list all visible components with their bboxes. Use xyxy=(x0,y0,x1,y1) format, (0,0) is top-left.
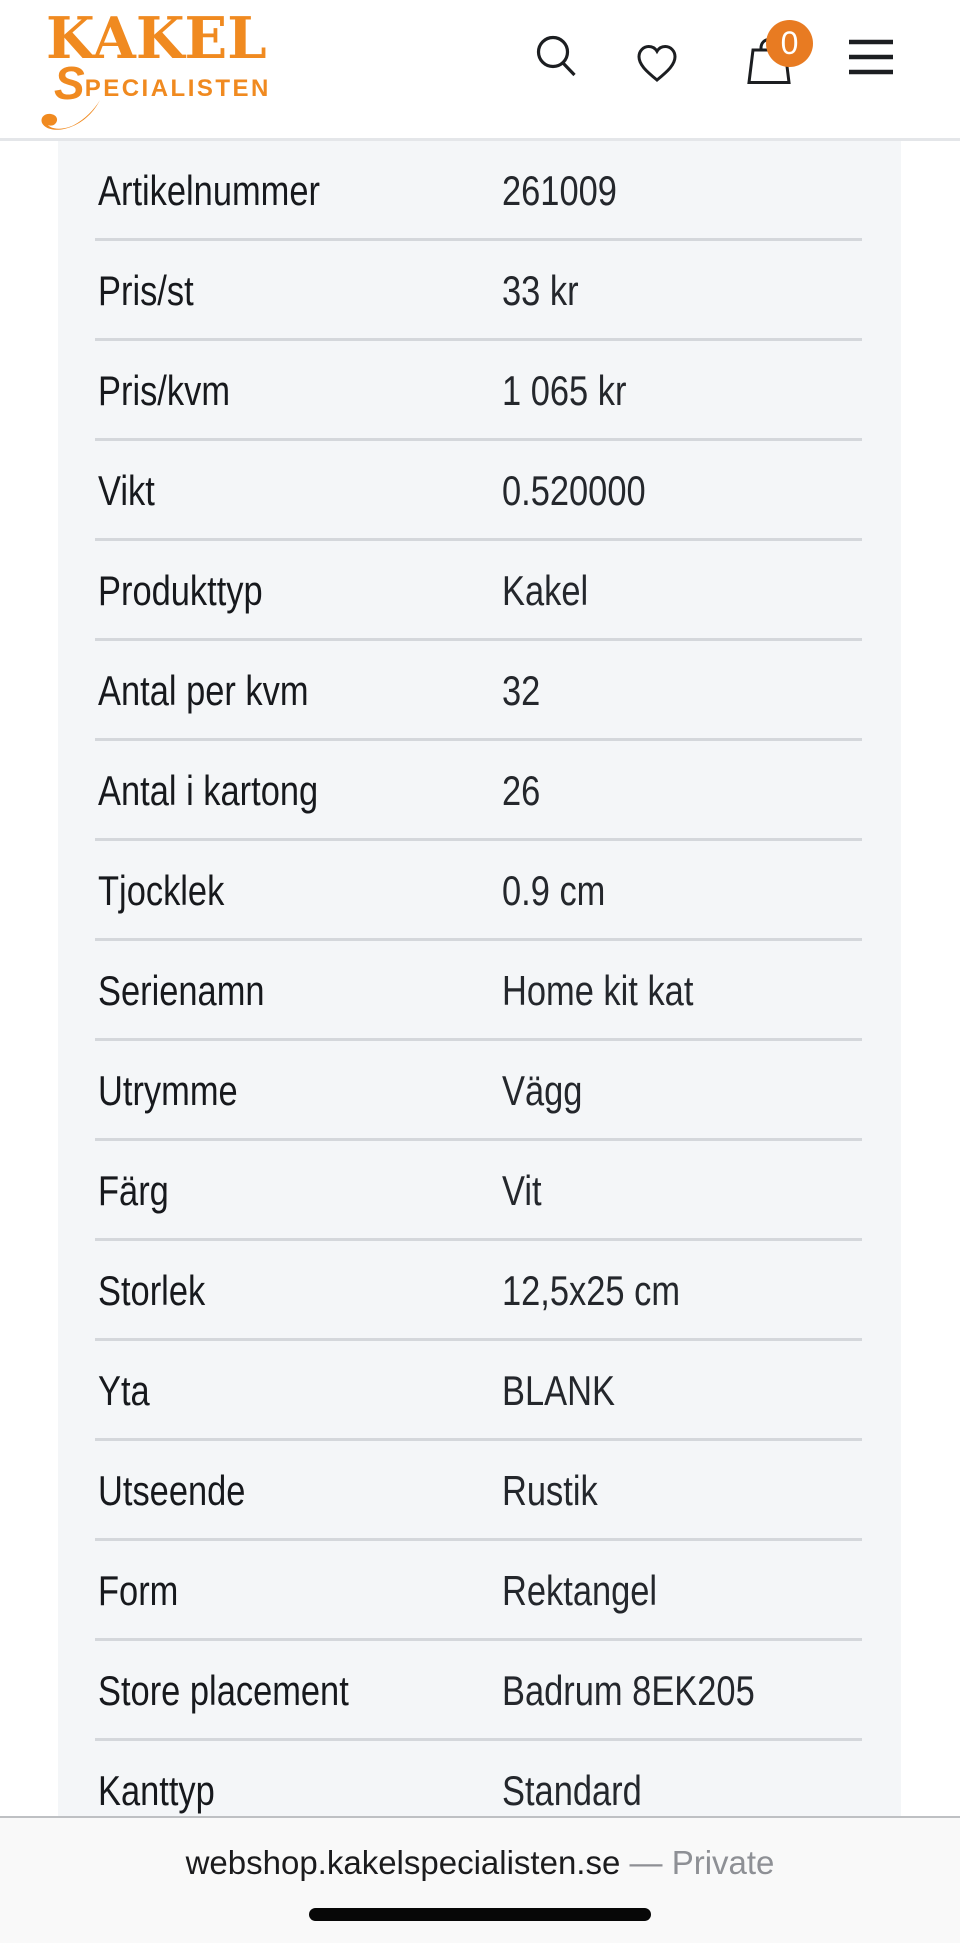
spec-label xyxy=(98,267,502,315)
spec-value-text: 261009 xyxy=(502,166,617,214)
spec-value xyxy=(502,567,862,615)
spec-row xyxy=(58,341,901,441)
spec-value-text: 32 xyxy=(502,666,541,714)
spec-label-text: Antal per kvm xyxy=(98,666,309,714)
spec-row xyxy=(58,1241,901,1341)
spec-row xyxy=(58,441,901,541)
home-indicator[interactable] xyxy=(309,1908,651,1921)
spec-row xyxy=(58,941,901,1041)
menu-button[interactable] xyxy=(847,38,895,78)
spec-value-text: Vägg xyxy=(502,1066,583,1114)
spec-label xyxy=(98,467,502,515)
spec-label xyxy=(98,1467,502,1515)
url-text: webshop.kakelspecialisten.se xyxy=(185,1844,621,1881)
spec-label-text: Produkttyp xyxy=(98,566,263,614)
spec-row xyxy=(58,1641,901,1741)
spec-row xyxy=(58,541,901,641)
browser-bottom-bar xyxy=(0,1816,960,1943)
spec-label-text: Utseende xyxy=(98,1466,246,1514)
spec-value xyxy=(502,1467,862,1515)
spec-row xyxy=(58,1141,901,1241)
spec-row xyxy=(58,641,901,741)
spec-label-text: Form xyxy=(98,1566,179,1614)
site-header xyxy=(0,0,960,141)
spec-label xyxy=(98,1567,502,1615)
spec-row xyxy=(58,241,901,341)
logo-initial-s: S xyxy=(54,57,85,109)
spec-value xyxy=(502,167,862,215)
kakelspecialisten-logo[interactable] xyxy=(46,4,271,109)
spec-value-text: Rustik xyxy=(502,1466,598,1514)
address-bar[interactable] xyxy=(0,1844,960,1882)
heart-icon xyxy=(633,40,681,84)
spec-label xyxy=(98,1067,502,1115)
spec-label-text: Serienamn xyxy=(98,966,265,1014)
spec-label xyxy=(98,167,502,215)
spec-value xyxy=(502,1567,862,1615)
logo-word-specialisten: PECIALISTEN xyxy=(84,74,271,102)
spec-label xyxy=(98,367,502,415)
spec-value-text: 12,5x25 cm xyxy=(502,1266,681,1314)
spec-label-text: Kanttyp xyxy=(98,1766,215,1814)
spec-label xyxy=(98,1667,502,1715)
spec-value xyxy=(502,867,862,915)
product-spec-panel xyxy=(58,141,901,1943)
spec-label-text: Pris/kvm xyxy=(98,366,231,414)
spec-value xyxy=(502,1267,862,1315)
spec-value-text: Home kit kat xyxy=(502,966,694,1014)
spec-value xyxy=(502,967,862,1015)
spec-value-text: BLANK xyxy=(502,1366,615,1414)
spec-value xyxy=(502,1367,862,1415)
spec-label xyxy=(98,1367,502,1415)
spec-value-text: Badrum 8EK205 xyxy=(502,1666,755,1714)
wishlist-button[interactable] xyxy=(633,40,681,84)
spec-value-text: 33 kr xyxy=(502,266,579,314)
spec-value xyxy=(502,267,862,315)
cart-count-badge[interactable]: 0 xyxy=(766,20,813,67)
spec-label-text: Utrymme xyxy=(98,1066,238,1114)
spec-value xyxy=(502,1067,862,1115)
hamburger-menu-icon xyxy=(847,38,895,78)
spec-label-text: Färg xyxy=(98,1166,169,1214)
spec-row xyxy=(58,141,901,241)
search-button[interactable] xyxy=(533,34,581,82)
spec-row xyxy=(58,841,901,941)
logo-word-kakel: KAKEL xyxy=(46,4,267,73)
spec-row xyxy=(58,1541,901,1641)
spec-label xyxy=(98,767,502,815)
spec-label xyxy=(98,567,502,615)
spec-value-text: 26 xyxy=(502,766,541,814)
spec-label-text: Tjocklek xyxy=(98,866,225,914)
spec-label-text: Artikelnummer xyxy=(98,166,321,214)
spec-value-text: Rektangel xyxy=(502,1566,658,1614)
spec-row xyxy=(58,1041,901,1141)
spec-label xyxy=(98,1767,502,1815)
spec-label-text: Vikt xyxy=(98,466,155,514)
spec-label xyxy=(98,1267,502,1315)
search-icon xyxy=(533,34,581,82)
spec-value-text: Standard xyxy=(502,1766,642,1814)
logo-swoosh-icon xyxy=(40,100,104,140)
spec-label xyxy=(98,967,502,1015)
spec-value xyxy=(502,1667,862,1715)
spec-label xyxy=(98,667,502,715)
privacy-label: — Private xyxy=(629,1844,775,1881)
spec-value xyxy=(502,467,862,515)
spec-value xyxy=(502,367,862,415)
spec-value-text: 0.9 cm xyxy=(502,866,606,914)
spec-value xyxy=(502,1767,862,1815)
spec-value-text: Vit xyxy=(502,1166,542,1214)
spec-value xyxy=(502,1167,862,1215)
spec-value-text: Kakel xyxy=(502,566,589,614)
spec-table xyxy=(58,141,901,1841)
spec-row xyxy=(58,1341,901,1441)
spec-label xyxy=(98,1167,502,1215)
spec-value-text: 0.520000 xyxy=(502,466,646,514)
spec-value xyxy=(502,767,862,815)
spec-label-text: Yta xyxy=(98,1366,150,1414)
spec-label-text: Antal i kartong xyxy=(98,766,319,814)
spec-label-text: Pris/st xyxy=(98,266,194,314)
spec-value-text: 1 065 kr xyxy=(502,366,627,414)
spec-label xyxy=(98,867,502,915)
spec-row xyxy=(58,1441,901,1541)
spec-row xyxy=(58,741,901,841)
spec-label-text: Storlek xyxy=(98,1266,206,1314)
spec-value xyxy=(502,667,862,715)
spec-label-text: Store placement xyxy=(98,1666,349,1714)
